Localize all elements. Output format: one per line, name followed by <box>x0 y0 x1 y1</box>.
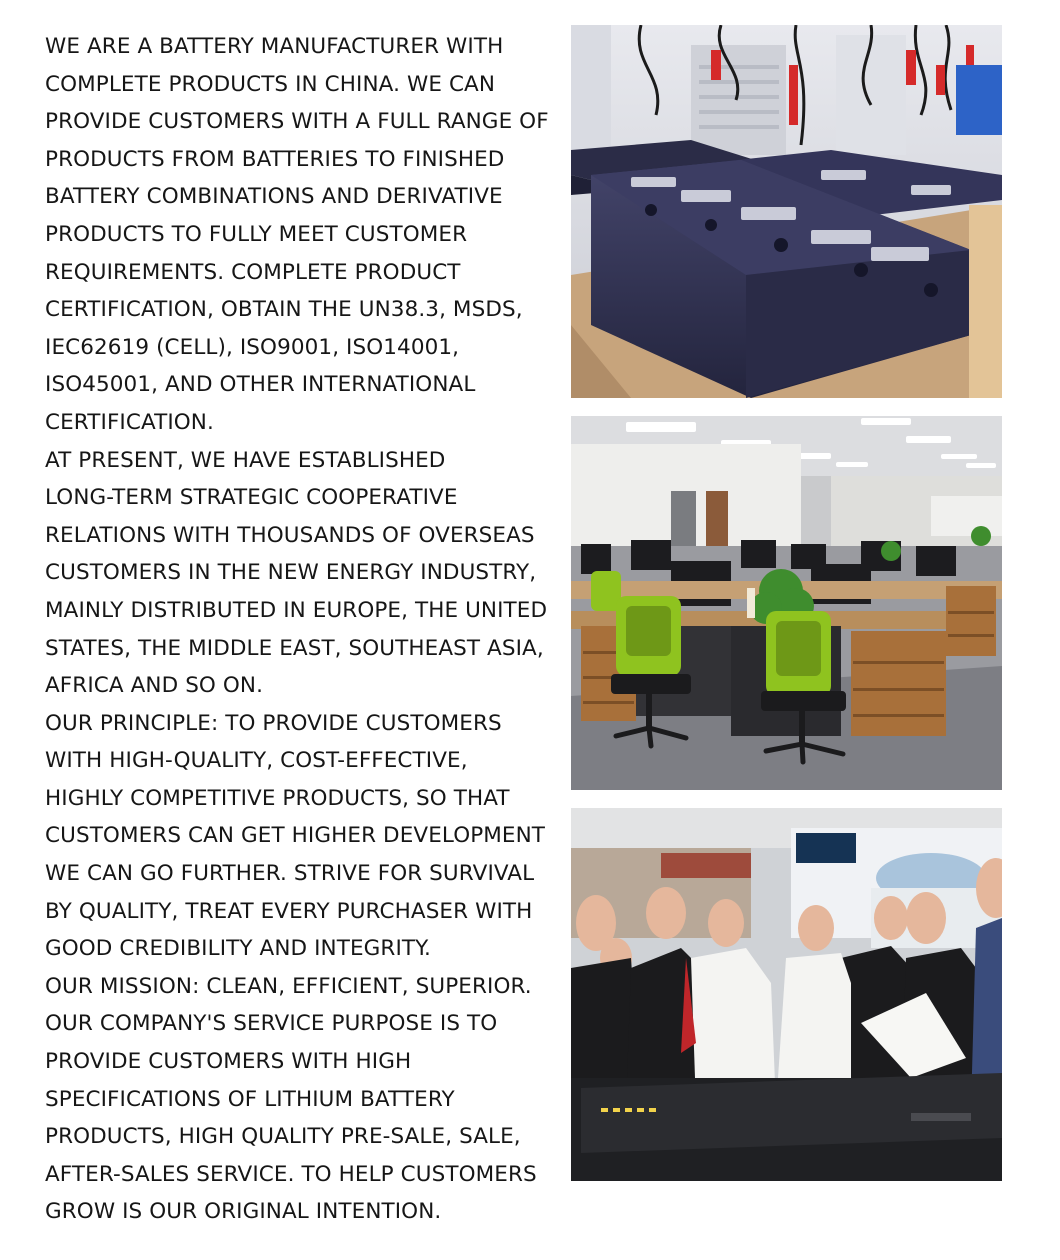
trade-show-photo <box>571 808 1002 1181</box>
battery-production-photo <box>571 25 1002 398</box>
description-line: GOOD CREDIBILITY AND INTEGRITY. <box>45 936 431 962</box>
description-line: OUR PRINCIPLE: TO PROVIDE CUSTOMERS <box>45 710 502 736</box>
description-line: CUSTOMERS CAN GET HIGHER DEVELOPMENT <box>45 823 546 849</box>
description-line: IEC62619 (CELL), ISO9001, ISO14001, <box>45 334 460 360</box>
description-line: LONG-TERM STRATEGIC COOPERATIVE <box>45 485 458 511</box>
description-line: AFTER-SALES SERVICE. TO HELP CUSTOMERS <box>45 1161 537 1187</box>
description-line: AT PRESENT, WE HAVE ESTABLISHED <box>45 447 446 473</box>
description-line: WE ARE A BATTERY MANUFACTURER WITH <box>45 34 504 59</box>
description-line: PROVIDE CUSTOMERS WITH HIGH <box>45 1049 412 1075</box>
description-line: WE CAN GO FURTHER. STRIVE FOR SURVIVAL <box>45 861 535 887</box>
description-line: WITH HIGH-QUALITY, COST-EFFECTIVE, <box>45 748 468 774</box>
description-line: OUR MISSION: CLEAN, EFFICIENT, SUPERIOR. <box>45 973 532 999</box>
description-line: BATTERY COMBINATIONS AND DERIVATIVE <box>45 184 503 210</box>
description-line: CERTIFICATION, OBTAIN THE UN38.3, MSDS, <box>45 297 523 323</box>
description-line: PROVIDE CUSTOMERS WITH A FULL RANGE OF <box>45 109 549 135</box>
description-line: ISO45001, AND OTHER INTERNATIONAL <box>45 372 476 398</box>
company-description <box>45 28 555 1231</box>
description-line: AFRICA AND SO ON. <box>45 673 264 699</box>
description-line: HIGHLY COMPETITIVE PRODUCTS, SO THAT <box>45 785 510 811</box>
description-line: STATES, THE MIDDLE EAST, SOUTHEAST ASIA, <box>45 635 544 661</box>
description-line: PRODUCTS TO FULLY MEET CUSTOMER <box>45 221 468 247</box>
description-line: REQUIREMENTS. COMPLETE PRODUCT <box>45 259 461 285</box>
description-line: SPECIFICATIONS OF LITHIUM BATTERY <box>45 1086 455 1112</box>
description-line: PRODUCTS, HIGH QUALITY PRE-SALE, SALE, <box>45 1124 521 1150</box>
description-line: COMPLETE PRODUCTS IN CHINA. WE CAN <box>45 71 496 97</box>
description-line: MAINLY DISTRIBUTED IN EUROPE, THE UNITED <box>45 597 548 623</box>
office-photo <box>571 416 1002 790</box>
description-line: BY QUALITY, TREAT EVERY PURCHASER WITH <box>45 898 533 924</box>
description-line: RELATIONS WITH THOUSANDS OF OVERSEAS <box>45 522 535 548</box>
description-line: PRODUCTS FROM BATTERIES TO FINISHED <box>45 146 505 172</box>
description-line: CERTIFICATION. <box>45 409 214 435</box>
description-line: GROW IS OUR ORIGINAL INTENTION. <box>45 1199 442 1225</box>
description-line: CUSTOMERS IN THE NEW ENERGY INDUSTRY, <box>45 560 537 586</box>
description-line: OUR COMPANY'S SERVICE PURPOSE IS TO <box>45 1011 498 1037</box>
